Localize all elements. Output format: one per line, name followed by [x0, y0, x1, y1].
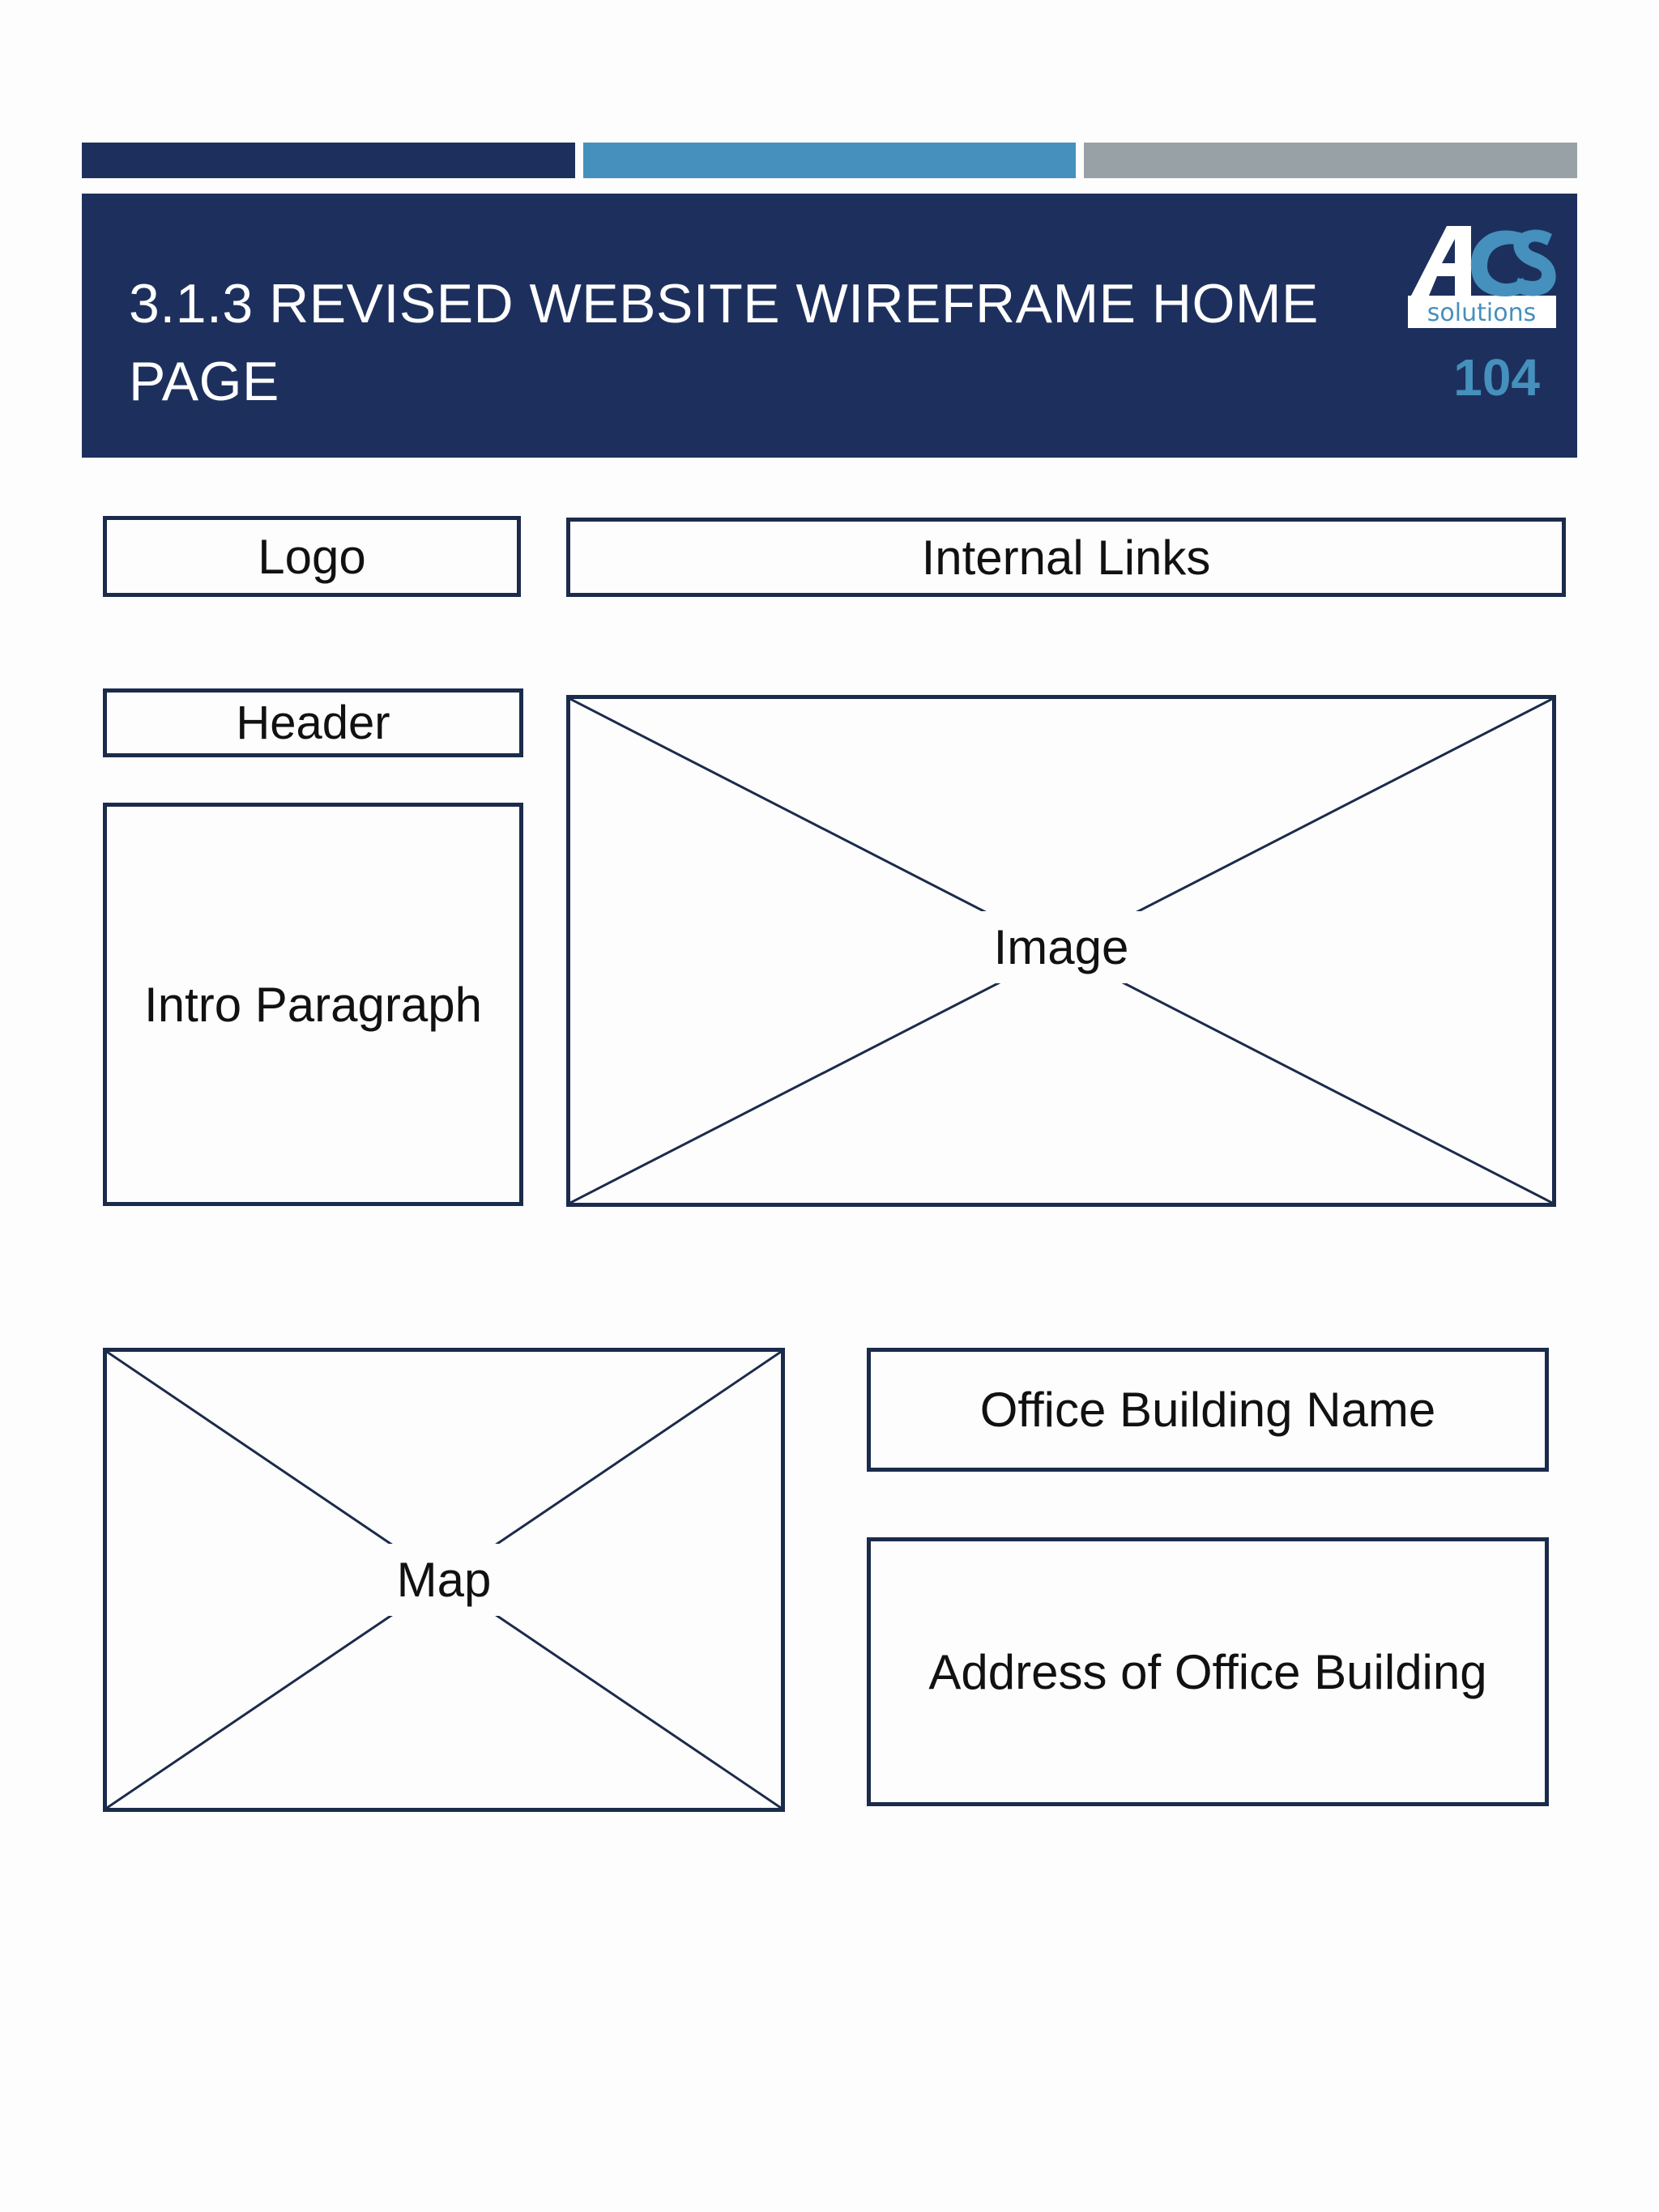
- internal-links-box: [566, 518, 1566, 597]
- logo-label: Logo: [258, 529, 366, 584]
- map-label: Map: [374, 1544, 514, 1616]
- accent-stripe-gray: [1084, 143, 1577, 178]
- header-box: [103, 688, 523, 757]
- map-placeholder: [103, 1348, 785, 1812]
- image-placeholder: [566, 695, 1556, 1207]
- internal-links-label: Internal Links: [921, 530, 1211, 585]
- address-box: [867, 1537, 1549, 1806]
- slide-title: 3.1.3 REVISED WEBSITE WIREFRAME HOME PAGE: [129, 273, 1319, 412]
- title-band: [82, 194, 1577, 458]
- logo-box: [103, 516, 521, 597]
- accent-stripe-navy: [82, 143, 575, 178]
- acs-logo-icon: [1408, 221, 1556, 328]
- office-building-name-box: [867, 1348, 1549, 1472]
- image-label: Image: [971, 911, 1152, 983]
- header-label: Header: [236, 697, 390, 749]
- accent-stripe-blue: [583, 143, 1076, 178]
- office-building-name-label: Office Building Name: [979, 1383, 1436, 1437]
- intro-paragraph-label: Intro Paragraph: [144, 977, 482, 1032]
- intro-paragraph-box: [103, 803, 523, 1206]
- address-label: Address of Office Building: [928, 1644, 1487, 1699]
- page-number: 104: [1453, 348, 1540, 407]
- acs-solutions-logo: [1408, 221, 1556, 328]
- logo-sub-text: solutions: [1427, 299, 1537, 327]
